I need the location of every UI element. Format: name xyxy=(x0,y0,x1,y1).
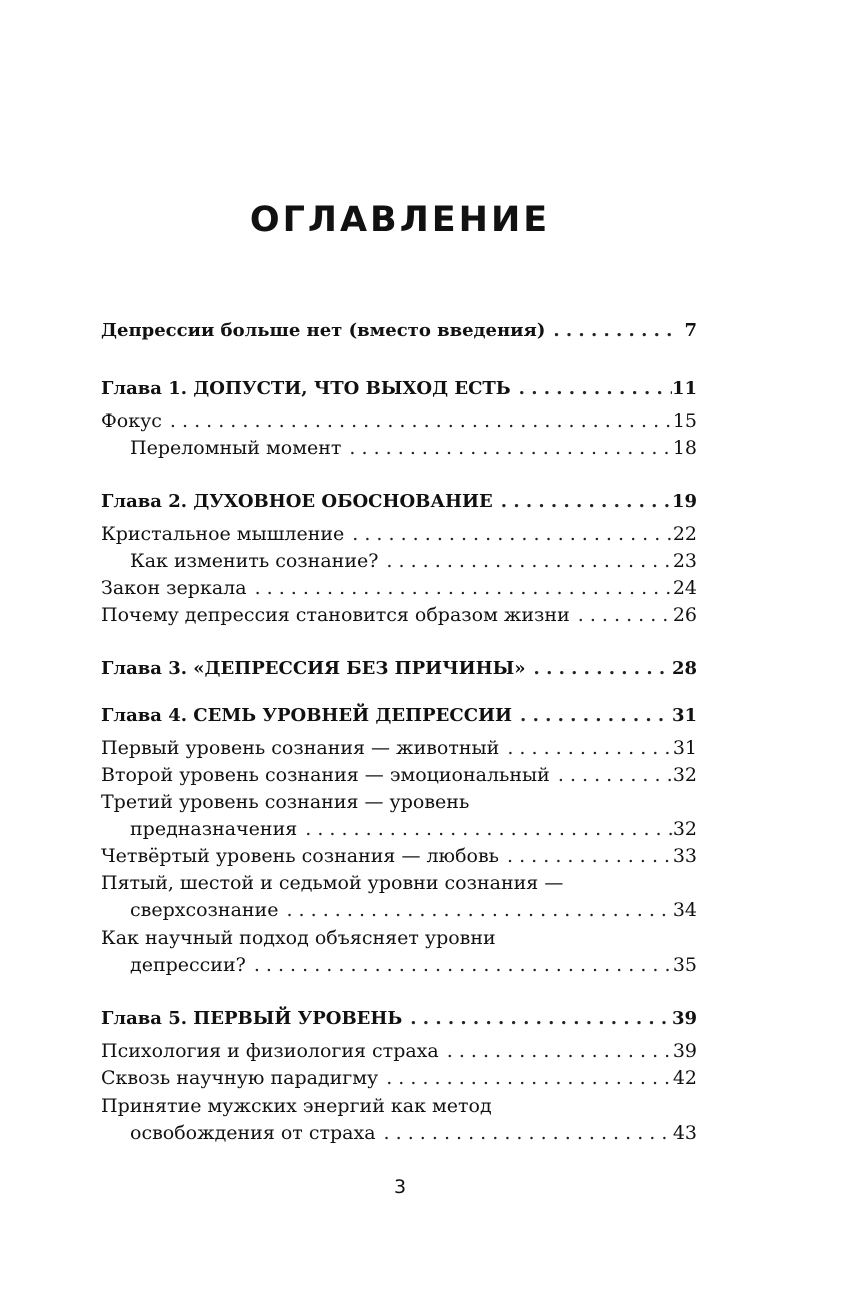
toc-entry-pyatiy-line1[interactable]: Пятый, шестой и седьмой уровни сознания — xyxy=(101,872,564,894)
toc-entry-label: Кристальное мышление xyxy=(101,523,345,545)
toc-entry-tretiy[interactable] xyxy=(101,816,697,843)
toc-page-number: 15 xyxy=(672,410,697,432)
toc-entry-izmenit[interactable] xyxy=(101,548,697,575)
toc-page-number: 28 xyxy=(671,658,697,679)
toc-entry-label: Почему депрессия становится образом жизни xyxy=(101,604,570,626)
leader-dots xyxy=(297,816,673,843)
toc-page-number: 42 xyxy=(672,1067,697,1089)
page-number-footer: 3 xyxy=(393,1176,407,1198)
toc-entry-label: Депрессии больше нет (вместо введения) xyxy=(101,320,546,341)
toc-entry-label: Закон зеркала xyxy=(101,577,247,599)
toc-entry-prinyatie-line1[interactable]: Принятие мужских энергий как метод xyxy=(101,1095,492,1117)
toc-entry-label: Психология и физиология страха xyxy=(101,1040,439,1062)
toc-entry-label: Фокус xyxy=(101,410,162,432)
toc-page-number: 34 xyxy=(672,899,697,921)
toc-entry-kristal[interactable] xyxy=(101,521,697,548)
leader-dots xyxy=(526,655,672,682)
toc-entry-fokus[interactable] xyxy=(101,408,697,435)
leader-dots xyxy=(550,762,673,789)
toc-entry-label: освобождения от страха xyxy=(130,1122,376,1144)
toc-entry-label: Глава 1. ДОПУСТИ, ЧТО ВЫХОД ЕСТЬ xyxy=(101,378,511,399)
toc-page-number: 39 xyxy=(671,1008,697,1029)
leader-dots xyxy=(499,843,673,870)
leader-dots xyxy=(402,1005,672,1032)
toc-page-number: 19 xyxy=(671,491,697,512)
toc-page-number: 26 xyxy=(672,604,697,626)
leader-dots xyxy=(246,952,673,979)
leader-dots xyxy=(341,435,672,462)
toc-page-number: 31 xyxy=(672,737,697,759)
toc-entry-label: Глава 3. «ДЕПРЕССИЯ БЕЗ ПРИЧИНЫ» xyxy=(101,658,526,679)
toc-entry-label: Глава 4. СЕМЬ УРОВНЕЙ ДЕПРЕССИИ xyxy=(101,705,513,726)
toc-chapter-1[interactable] xyxy=(101,375,697,402)
toc-entry-nauchniy[interactable] xyxy=(101,952,697,979)
toc-chapter-5[interactable] xyxy=(101,1005,697,1032)
toc-entry-perelom[interactable] xyxy=(101,435,697,462)
toc-entry-label: Первый уровень сознания — животный xyxy=(101,737,500,759)
leader-dots xyxy=(499,735,672,762)
toc-entry-vtoroy[interactable] xyxy=(101,762,697,789)
toc-chapter-3[interactable] xyxy=(101,655,697,682)
toc-page-number: 43 xyxy=(672,1122,697,1144)
toc-entry-pyatiy[interactable] xyxy=(101,897,697,924)
toc-page-number: 24 xyxy=(672,577,697,599)
leader-dots xyxy=(376,1120,673,1147)
toc-entry-chetvertiy[interactable] xyxy=(101,843,697,870)
leader-dots xyxy=(247,575,673,602)
toc-page-number: 32 xyxy=(672,764,697,786)
toc-page-number: 18 xyxy=(672,437,697,459)
leader-dots xyxy=(278,897,672,924)
toc-page-number: 11 xyxy=(671,378,697,399)
toc-entry-label: Переломный момент xyxy=(130,437,342,459)
toc-entry-skvoz[interactable] xyxy=(101,1065,697,1092)
toc-entry-label: Четвёртый уровень сознания — любовь xyxy=(101,845,500,867)
page-title: ОГЛАВЛЕНИЕ xyxy=(249,200,551,240)
toc-entry-nauchniy-line1[interactable]: Как научный подход объясняет уровни xyxy=(101,927,496,949)
toc-entry-label: предназначения xyxy=(130,818,298,840)
toc-entry-psiho[interactable] xyxy=(101,1038,697,1065)
toc-chapter-4[interactable] xyxy=(101,702,697,729)
leader-dots xyxy=(378,1065,673,1092)
leader-dots xyxy=(511,375,672,402)
leader-dots xyxy=(493,488,672,515)
toc-page-number: 39 xyxy=(672,1040,697,1062)
leader-dots xyxy=(439,1038,673,1065)
leader-dots xyxy=(545,317,675,344)
toc-entry-label: Второй уровень сознания — эмоциональный xyxy=(101,764,550,786)
toc-entry-pochemu[interactable] xyxy=(101,602,697,629)
toc-entry-prinyatie[interactable] xyxy=(101,1120,697,1147)
toc-entry-perviy[interactable] xyxy=(101,735,697,762)
toc-page-number: 31 xyxy=(671,705,697,726)
toc-entry-label: депрессии? xyxy=(130,954,246,976)
toc-entry-label: Глава 2. ДУХОВНОЕ ОБОСНОВАНИЕ xyxy=(101,491,493,512)
toc-page-number: 32 xyxy=(672,818,697,840)
toc-page-number: 23 xyxy=(672,550,697,572)
toc-entry-intro[interactable] xyxy=(101,317,697,344)
leader-dots xyxy=(512,702,672,729)
toc-entry-label: сверхсознание xyxy=(130,899,279,921)
toc-entry-label: Как изменить сознание? xyxy=(130,550,379,572)
toc-page-number: 33 xyxy=(672,845,697,867)
toc-page-number: 22 xyxy=(672,523,697,545)
toc-page-number: 35 xyxy=(672,954,697,976)
leader-dots xyxy=(570,602,673,629)
toc-entry-label: Сквозь научную парадигму xyxy=(101,1067,379,1089)
leader-dots xyxy=(344,521,673,548)
toc-entry-tretiy-line1[interactable]: Третий уровень сознания — уровень xyxy=(101,791,470,813)
leader-dots xyxy=(378,548,672,575)
leader-dots xyxy=(162,408,673,435)
toc-chapter-2[interactable] xyxy=(101,488,697,515)
toc-entry-zakon[interactable] xyxy=(101,575,697,602)
toc-page-number: 7 xyxy=(684,320,697,341)
toc-entry-label: Глава 5. ПЕРВЫЙ УРОВЕНЬ xyxy=(101,1008,403,1029)
